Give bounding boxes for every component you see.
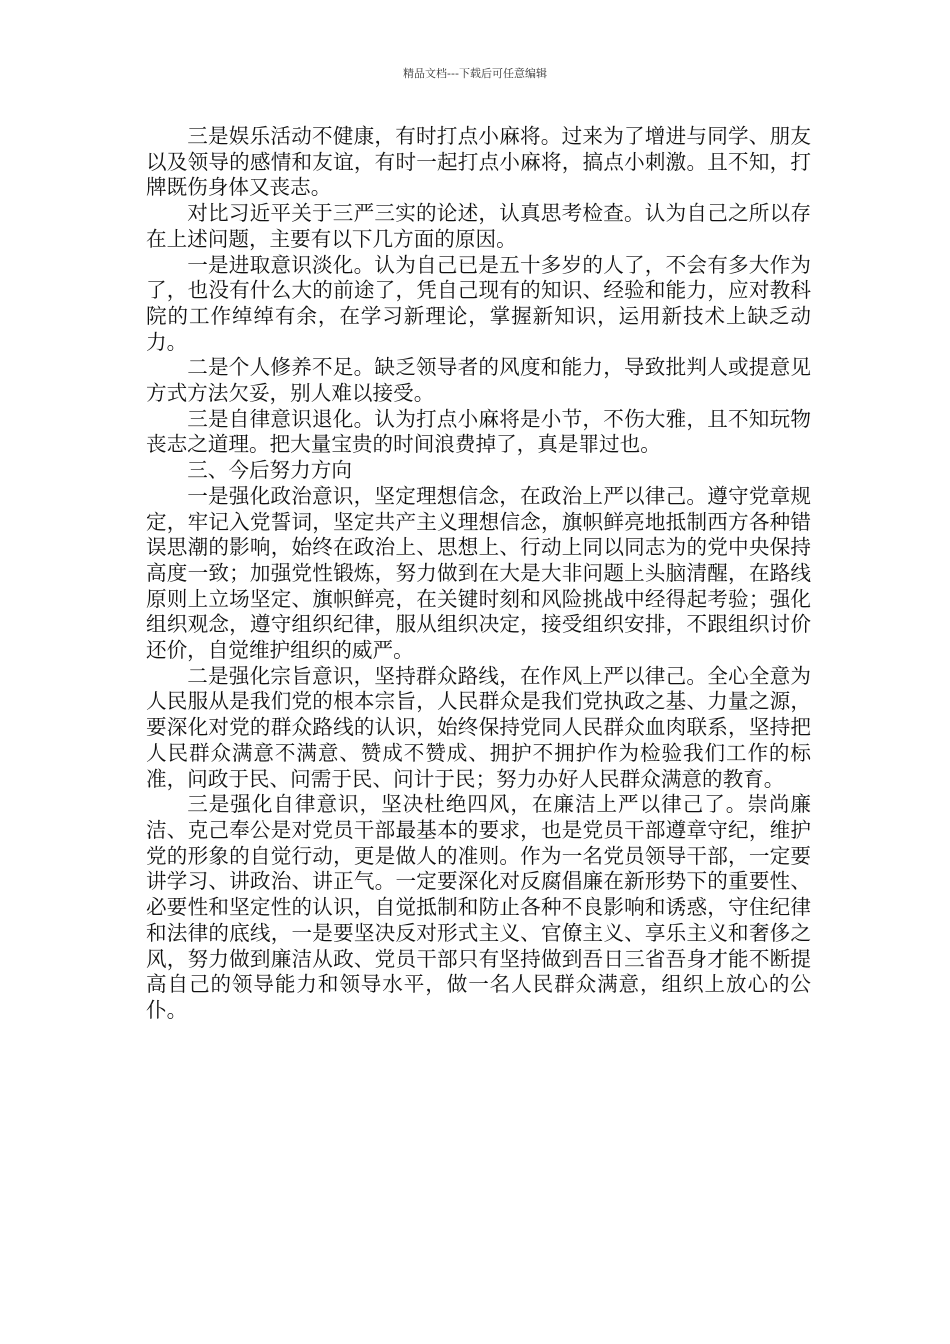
page-header: 精品文档---下载后可任意编辑 — [403, 67, 547, 80]
paragraph-discipline-awareness: 三是强化自律意识，坚决杜绝四风，在廉洁上严以律己了。崇尚廉洁、克己奉公是对党员干部最基本的要求，也是党员干部遵章守纪，维护党的形象的自觉行动，更是做人的准则。作为一名党员领导干部，一定要讲学习、讲政治、讲正气。一定要深化对反腐倡廉在新形势下的重要性、必要性和坚定性的认识，自觉抵制和防止各种不良影响和诱惑，守住纪律和法律的底线，一是要坚决反对形式主义、官僚主义、享乐主义和奢侈之风，努力做到廉洁从政、党员干部只有坚持做到吾日三省吾身才能不断提高自己的领导能力和领导水平，做一名人民群众满意，组织上放心的公仆。 — [146, 792, 811, 1022]
paragraph-entertainment-issue: 三是娱乐活动不健康，有时打点小麻将。过来为了增进与同学、朋友以及领导的感情和友谊，有时一起打点小麻将，搞点小刺激。且不知，打牌既伤身体又丧志。 — [146, 124, 811, 200]
paragraph-cause-intro: 对比习近平关于三严三实的论述，认真思考检查。认为自己之所以存在上述问题，主要有以下几方面的原因。 — [146, 201, 811, 251]
paragraph-cause-cultivation: 二是个人修养不足。缺乏领导者的风度和能力，导致批判人或提意见方式方法欠妥，别人难以接受。 — [146, 355, 811, 406]
paragraph-political-awareness: 一是强化政治意识，坚定理想信念，在政治上严以律己。遵守党章规定，牢记入党誓词，坚定共产主义理想信念，旗帜鲜亮地抵制西方各种错误思潮的影响，始终在政治上、思想上、行动上同以同志为的党中央保持高度一致；加强党性锻炼，努力做到在大是大非问题上头脑清醒，在路线原则上立场坚定、旗帜鲜亮，在关键时刻和风险挑战中经得起考验；强化组织观念，遵守组织纪律，服从组织决定，接受组织安排，不跟组织讨价还价，自觉维护组织的威严。 — [146, 483, 811, 663]
paragraph-cause-ambition: 一是进取意识淡化。认为自己已是五十多岁的人了，不会有多大作为了，也没有什么大的前途了，凭自己现有的知识、经验和能力，应对教科院的工作绰绰有余，在学习新理论，掌握新知识，运用新技术上缺乏动力。 — [146, 252, 811, 354]
paragraph-cause-self-discipline: 三是自律意识退化。认为打点小麻将是小节，不伤大雅，且不知玩物丧志之道理。把大量宝贵的时间浪费掉了，真是罪过也。 — [146, 406, 811, 457]
paragraph-purpose-awareness: 二是强化宗旨意识，坚持群众路线，在作风上严以律己。全心全意为人民服从是我们党的根本宗旨，人民群众是我们党执政之基、力量之源，要深化对党的群众路线的认识，始终保持党同人民群众血肉联系，坚持把人民群众满意不满意、赞成不赞成、拥护不拥护作为检验我们工作的标准，问政于民、问需于民、问计于民；努力办好人民群众满意的教育。 — [146, 663, 811, 791]
document-body — [146, 124, 811, 1024]
section-heading-future-direction: 三、今后努力方向 — [187, 458, 352, 483]
